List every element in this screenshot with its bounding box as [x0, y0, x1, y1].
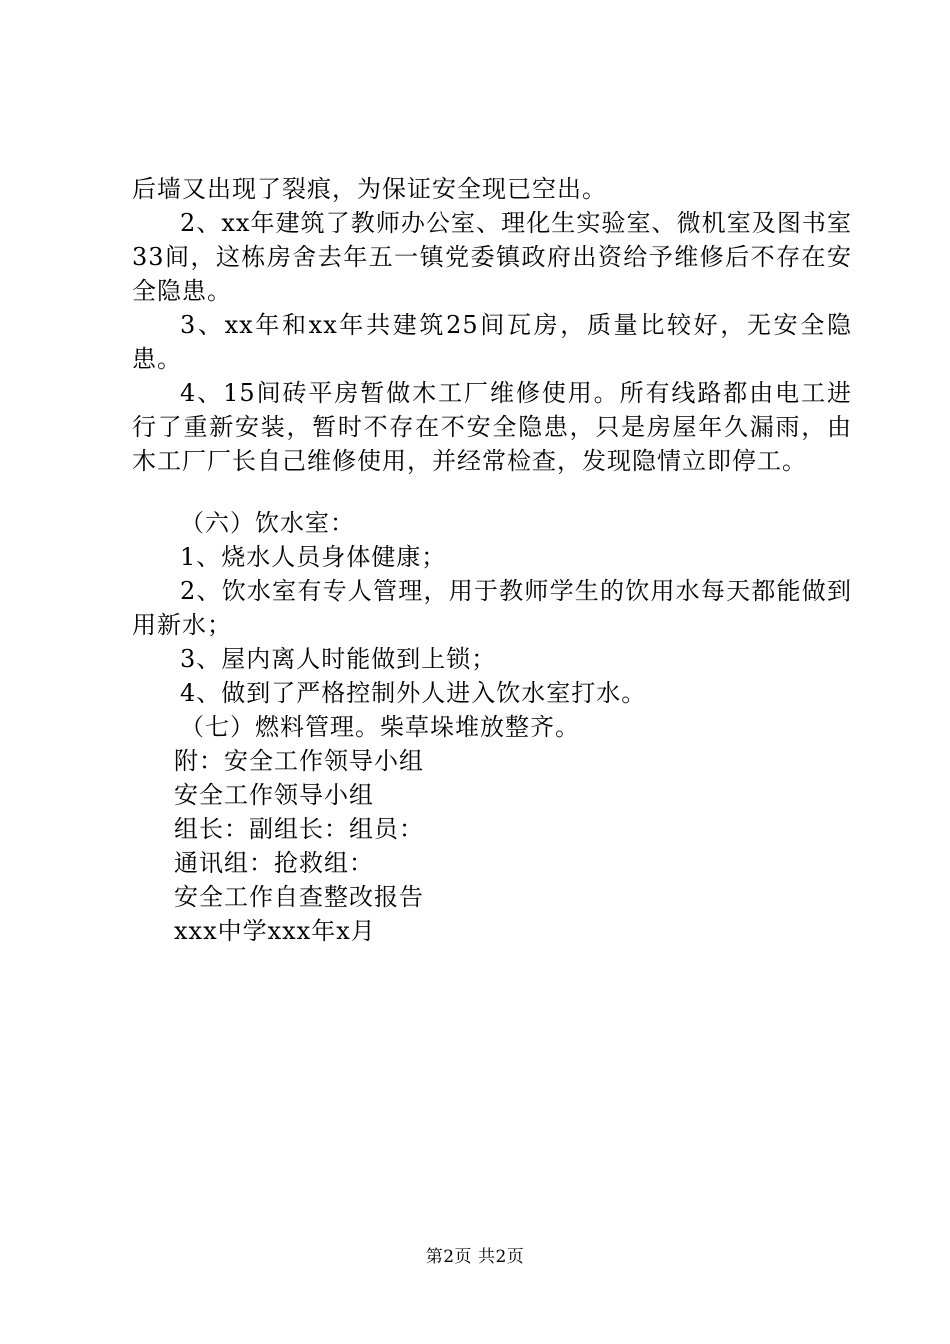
water-room-item-2: 2、饮水室有专人管理，用于教师学生的饮用水每天都能做到用新水； [132, 577, 852, 639]
page-footer: 第2页 共2页 [425, 1247, 525, 1267]
water-room-item-3: 3、屋内离人时能做到上锁； [180, 645, 497, 673]
paragraph-continuation: 后墙又出现了裂痕，为保证安全现已空出。 [132, 175, 607, 203]
paragraph-item-2: 2、xx年建筑了教师办公室、理化生实验室、微机室及图书室33间，这栋房舍去年五一镇党委镇政府出资给予维修后不存在安全隐患。 [132, 209, 852, 305]
team-groups: 通讯组：抢救组： [174, 849, 374, 877]
appendix-label: 附：安全工作领导小组 [174, 747, 424, 775]
section-heading-water-room: （六）饮水室： [180, 509, 355, 537]
appendix-title: 安全工作领导小组 [174, 781, 374, 809]
paragraph-gap [132, 478, 852, 506]
water-room-item-4: 4、做到了严格控制外人进入饮水室打水。 [180, 679, 647, 707]
section-heading-fuel: （七）燃料管理。柴草垛堆放整齐。 [180, 713, 580, 741]
water-room-item-1: 1、烧水人员身体健康； [180, 543, 447, 571]
paragraph-item-4: 4、15间砖平房暂做木工厂维修使用。所有线路都由电工进行了重新安装，暂时不存在不安全隐患，只是房屋年久漏雨，由木工厂厂长自己维修使用，并经常检查，发现隐情立即停工。 [132, 379, 852, 475]
report-signature-date: xxx中学xxx年x月 [174, 917, 376, 945]
team-roles: 组长：副组长：组员： [174, 815, 424, 843]
document-body [132, 172, 852, 948]
report-title: 安全工作自查整改报告 [174, 883, 424, 911]
paragraph-item-3: 3、xx年和xx年共建筑25间瓦房，质量比较好，无安全隐患。 [132, 311, 852, 373]
